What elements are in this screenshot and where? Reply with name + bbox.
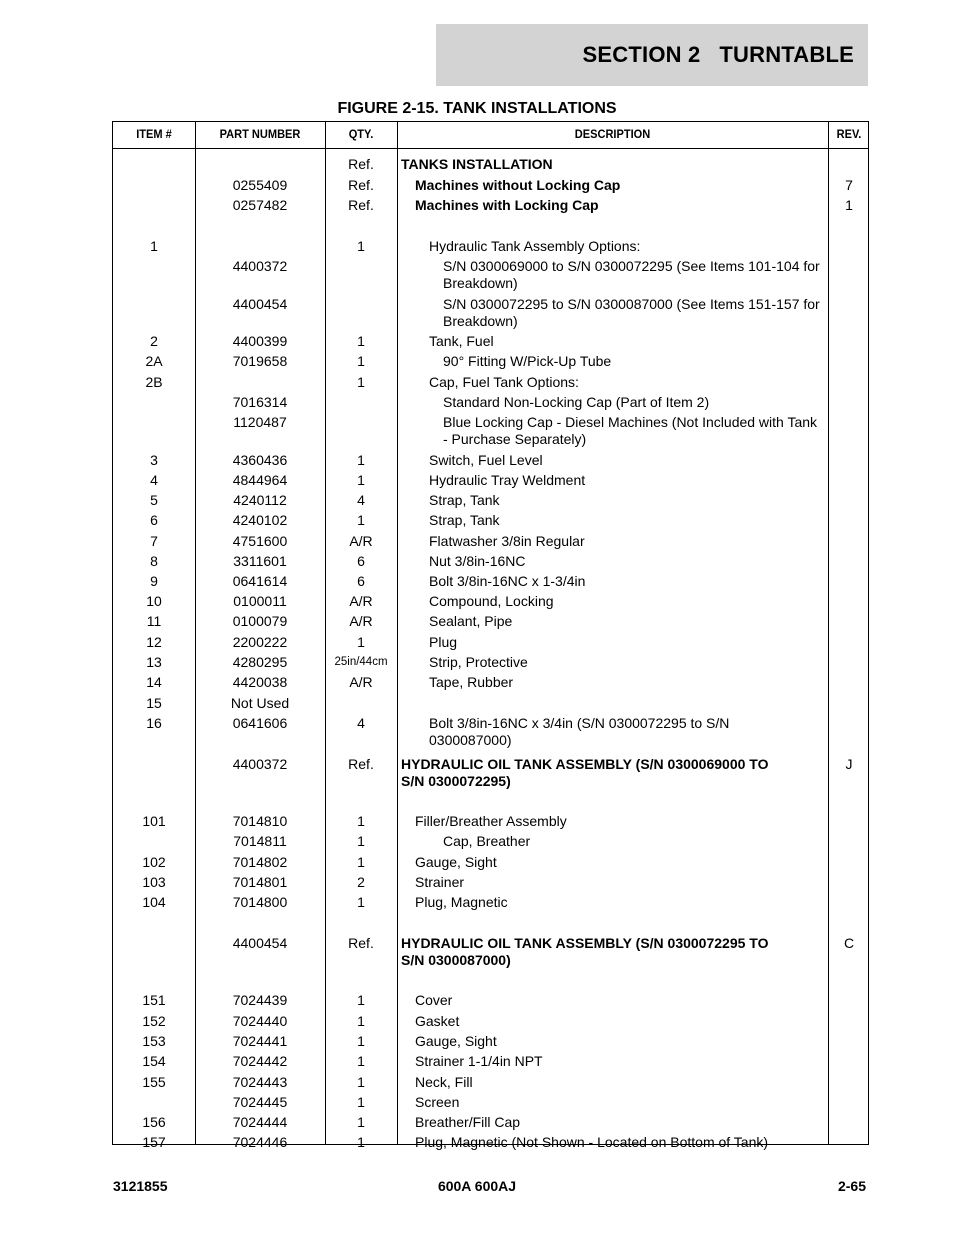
cell-quantity: 1 xyxy=(357,1013,365,1029)
cell-item-number: 2B xyxy=(145,374,163,390)
cell-part-number: 0641606 xyxy=(232,715,288,731)
cell-part-number: 4751600 xyxy=(232,533,288,549)
cell-description xyxy=(397,833,873,850)
cell-revision: 7 xyxy=(845,177,853,193)
description-text: Cover xyxy=(415,992,453,1008)
cell-quantity: 1 xyxy=(357,1074,365,1090)
description-text: Cap, Breather xyxy=(443,833,531,849)
section-title: SECTION 2 TURNTABLE xyxy=(582,42,854,67)
cell-item-number: 153 xyxy=(142,1033,166,1049)
cell-item-number: 3 xyxy=(150,452,158,468)
description-text: Hydraulic Tank Assembly Options: xyxy=(429,238,641,254)
cell-part-number: 4400372 xyxy=(232,258,288,274)
cell-part-number: 4420038 xyxy=(232,674,288,690)
cell-description xyxy=(397,238,859,255)
description-text: S/N 0300069000 to S/N 0300072295 (See Items 101-104 for Breakdown) xyxy=(443,258,820,291)
cell-description xyxy=(397,156,831,173)
description-text: Nut 3/8in-16NC xyxy=(429,553,526,569)
cell-quantity: 1 xyxy=(357,1134,365,1150)
cell-item-number: 152 xyxy=(142,1013,166,1029)
cell-item-number: 6 xyxy=(150,512,158,528)
cell-description xyxy=(397,492,859,509)
cell-part-number: 7014811 xyxy=(233,833,287,849)
cell-item-number: 12 xyxy=(146,634,162,650)
cell-revision: J xyxy=(845,756,853,772)
cell-part-number: 0257482 xyxy=(232,197,288,213)
cell-description xyxy=(397,813,845,830)
cell-part-number: 0641614 xyxy=(232,573,288,589)
description-text: Gasket xyxy=(415,1013,460,1029)
cell-description xyxy=(397,553,859,570)
cell-part-number: 7024442 xyxy=(232,1053,288,1069)
cell-description xyxy=(397,533,859,550)
cell-part-number: 1120487 xyxy=(233,414,287,430)
cell-description xyxy=(397,715,859,749)
cell-quantity: Ref. xyxy=(348,756,374,772)
cell-quantity: 1 xyxy=(357,1114,365,1130)
cell-description xyxy=(397,854,845,871)
cell-quantity: 4 xyxy=(357,492,365,508)
cell-item-number: 9 xyxy=(150,573,158,589)
cell-part-number: 0255409 xyxy=(232,177,288,193)
footer-model: 600A 600AJ xyxy=(437,1178,517,1194)
cell-quantity: A/R xyxy=(349,674,373,690)
description-text: Plug xyxy=(429,634,458,650)
cell-item-number: 10 xyxy=(146,593,162,609)
cell-part-number: 7024446 xyxy=(232,1134,288,1150)
cell-quantity: 1 xyxy=(357,833,365,849)
cell-description xyxy=(397,333,859,350)
cell-part-number: 4280295 xyxy=(232,654,288,670)
cell-description xyxy=(397,1074,845,1091)
cell-description xyxy=(397,573,859,590)
cell-part-number: 7024441 xyxy=(232,1033,288,1049)
cell-item-number: 14 xyxy=(146,674,162,690)
cell-quantity: Ref. xyxy=(348,156,374,172)
cell-description xyxy=(397,1013,845,1030)
cell-description xyxy=(397,197,845,214)
cell-quantity: 1 xyxy=(357,813,365,829)
column-header-description: DESCRIPTION xyxy=(574,127,651,141)
description-text: Plug, Magnetic xyxy=(415,894,508,910)
description-text: S/N 0300072295 to S/N 0300087000 (See Items 151-157 for Breakdown) xyxy=(443,296,820,329)
cell-description xyxy=(397,296,873,330)
cell-item-number: 4 xyxy=(150,472,158,488)
cell-part-number: 2200222 xyxy=(232,634,288,650)
cell-quantity: A/R xyxy=(349,613,373,629)
cell-description xyxy=(397,1094,845,1111)
cell-quantity: 1 xyxy=(357,1094,365,1110)
header-divider xyxy=(113,148,868,149)
cell-quantity: 25in/44cm xyxy=(334,656,388,668)
column-header-item: ITEM # xyxy=(136,127,172,141)
cell-description xyxy=(397,177,845,194)
description-text: Strip, Protective xyxy=(429,654,528,670)
cell-description xyxy=(397,1114,845,1131)
description-text: Machines with Locking Cap xyxy=(415,197,599,213)
cell-item-number: 103 xyxy=(142,874,166,890)
cell-quantity: 1 xyxy=(357,1053,365,1069)
cell-part-number: 0100079 xyxy=(232,613,288,629)
cell-part-number: 7024443 xyxy=(232,1074,288,1090)
cell-part-number: 7024439 xyxy=(232,992,288,1008)
cell-revision: C xyxy=(843,935,855,951)
cell-part-number: 4400399 xyxy=(232,333,288,349)
cell-part-number: Not Used xyxy=(230,695,290,711)
cell-item-number: 15 xyxy=(146,695,162,711)
cell-quantity: 1 xyxy=(357,634,365,650)
cell-description xyxy=(397,894,845,911)
cell-part-number: 0100011 xyxy=(233,593,287,609)
cell-part-number: 4400454 xyxy=(232,296,288,312)
cell-item-number: 1 xyxy=(150,238,158,254)
column-header-qty: QTY. xyxy=(348,127,374,141)
cell-quantity: Ref. xyxy=(348,197,374,213)
cell-description xyxy=(397,512,859,529)
description-text: Sealant, Pipe xyxy=(429,613,513,629)
cell-quantity: 1 xyxy=(357,472,365,488)
cell-description xyxy=(397,1053,845,1070)
cell-part-number: 7014800 xyxy=(232,894,288,910)
cell-description xyxy=(397,756,831,790)
cell-quantity: 6 xyxy=(357,573,365,589)
cell-part-number: 7016314 xyxy=(232,394,288,410)
column-divider xyxy=(325,122,326,1144)
column-header-rev: REV. xyxy=(836,127,862,141)
cell-description xyxy=(397,374,859,391)
cell-item-number: 2 xyxy=(150,333,158,349)
cell-description xyxy=(397,874,845,891)
cell-part-number: 3311601 xyxy=(233,553,287,569)
description-text: Breather/Fill Cap xyxy=(415,1114,521,1130)
cell-quantity: Ref. xyxy=(348,177,374,193)
cell-description xyxy=(397,593,859,610)
cell-item-number: 7 xyxy=(150,533,158,549)
cell-quantity: 1 xyxy=(357,374,365,390)
cell-description xyxy=(397,1033,845,1050)
cell-item-number: 16 xyxy=(146,715,162,731)
section-header-box xyxy=(436,24,868,86)
cell-item-number: 154 xyxy=(142,1053,166,1069)
description-text: Hydraulic Tray Weldment xyxy=(429,472,586,488)
description-text: Strap, Tank xyxy=(429,492,500,508)
footer-doc-number: 3121855 xyxy=(113,1178,168,1194)
cell-description xyxy=(397,992,845,1009)
cell-quantity: 1 xyxy=(357,512,365,528)
description-text: Plug, Magnetic (Not Shown - Located on Bottom of Tank) xyxy=(415,1134,769,1150)
cell-quantity: 1 xyxy=(357,854,365,870)
cell-description xyxy=(397,634,859,651)
cell-quantity: 1 xyxy=(357,1033,365,1049)
cell-description xyxy=(397,452,859,469)
column-header-part-number: PART NUMBER xyxy=(219,127,301,141)
cell-quantity: Ref. xyxy=(348,935,374,951)
parts-table xyxy=(112,121,869,1150)
cell-description xyxy=(397,472,859,489)
description-text: Bolt 3/8in-16NC x 3/4in (S/N 0300072295 to S/N 0300087000) xyxy=(429,715,730,748)
description-text: Filler/Breather Assembly xyxy=(415,813,567,829)
cell-part-number: 4240112 xyxy=(233,492,287,508)
description-text: 90° Fitting W/Pick-Up Tube xyxy=(443,353,612,369)
description-text: HYDRAULIC OIL TANK ASSEMBLY (S/N 0300072295 TO S/N 0300087000) xyxy=(401,935,769,968)
description-text: Switch, Fuel Level xyxy=(429,452,543,468)
description-text: Strap, Tank xyxy=(429,512,500,528)
cell-quantity: 4 xyxy=(357,715,365,731)
description-text: Tape, Rubber xyxy=(429,674,514,690)
description-text: Machines without Locking Cap xyxy=(415,177,621,193)
cell-part-number: 7019658 xyxy=(232,353,288,369)
cell-quantity: 2 xyxy=(357,874,365,890)
cell-quantity: A/R xyxy=(349,533,373,549)
cell-part-number: 4360436 xyxy=(232,452,288,468)
cell-description xyxy=(397,674,859,691)
cell-item-number: 5 xyxy=(150,492,158,508)
description-text: Strainer xyxy=(415,874,465,890)
cell-quantity: 1 xyxy=(357,992,365,1008)
cell-part-number: 7024445 xyxy=(232,1094,288,1110)
cell-description xyxy=(397,414,873,448)
cell-part-number: 4240102 xyxy=(232,512,288,528)
cell-item-number: 151 xyxy=(142,992,166,1008)
cell-item-number: 155 xyxy=(142,1074,166,1090)
cell-part-number: 7024440 xyxy=(232,1013,288,1029)
cell-item-number: 11 xyxy=(146,613,162,629)
cell-part-number: 4400372 xyxy=(232,756,288,772)
cell-description xyxy=(397,613,859,630)
description-text: Blue Locking Cap - Diesel Machines (Not Included with Tank - Purchase Separately) xyxy=(443,414,818,447)
cell-part-number: 7014801 xyxy=(232,874,288,890)
description-text: Screen xyxy=(415,1094,460,1110)
cell-quantity: A/R xyxy=(349,593,373,609)
description-text: Tank, Fuel xyxy=(429,333,494,349)
cell-item-number: 156 xyxy=(142,1114,166,1130)
cell-item-number: 102 xyxy=(142,854,166,870)
footer-page-number: 2-65 xyxy=(837,1178,866,1194)
cell-item-number: 101 xyxy=(142,813,166,829)
description-text: Compound, Locking xyxy=(429,593,554,609)
cell-item-number: 8 xyxy=(150,553,158,569)
description-text: Standard Non-Locking Cap (Part of Item 2) xyxy=(443,394,710,410)
description-text: Flatwasher 3/8in Regular xyxy=(429,533,585,549)
cell-description xyxy=(397,1134,845,1151)
cell-item-number: 104 xyxy=(142,894,166,910)
cell-description xyxy=(397,394,873,411)
cell-quantity: 1 xyxy=(357,353,365,369)
cell-item-number: 13 xyxy=(146,654,162,670)
description-text: Bolt 3/8in-16NC x 1-3/4in xyxy=(429,573,586,589)
cell-quantity: 1 xyxy=(357,238,365,254)
cell-part-number: 4844964 xyxy=(232,472,288,488)
description-text: HYDRAULIC OIL TANK ASSEMBLY (S/N 0300069000 TO S/N 0300072295) xyxy=(401,756,769,789)
cell-quantity: 6 xyxy=(357,553,365,569)
column-divider xyxy=(195,122,196,1144)
description-text: Gauge, Sight xyxy=(415,1033,497,1049)
cell-description xyxy=(397,258,873,292)
description-text: Neck, Fill xyxy=(415,1074,473,1090)
description-text: Gauge, Sight xyxy=(415,854,497,870)
cell-quantity: 1 xyxy=(357,452,365,468)
cell-description xyxy=(397,935,831,969)
cell-part-number: 7024444 xyxy=(232,1114,288,1130)
cell-quantity: 1 xyxy=(357,894,365,910)
cell-item-number: 157 xyxy=(142,1134,166,1150)
description-text: Cap, Fuel Tank Options: xyxy=(429,374,579,390)
cell-description xyxy=(397,353,873,370)
cell-description xyxy=(397,654,859,671)
cell-item-number: 2A xyxy=(145,353,163,369)
cell-quantity: 1 xyxy=(357,333,365,349)
cell-part-number: 7014810 xyxy=(232,813,288,829)
description-text: TANKS INSTALLATION xyxy=(401,156,553,172)
cell-part-number: 4400454 xyxy=(232,935,288,951)
description-text: Strainer 1-1/4in NPT xyxy=(415,1053,543,1069)
cell-part-number: 7014802 xyxy=(232,854,288,870)
cell-revision: 1 xyxy=(845,197,853,213)
figure-title: FIGURE 2-15. TANK INSTALLATIONS xyxy=(337,100,617,117)
